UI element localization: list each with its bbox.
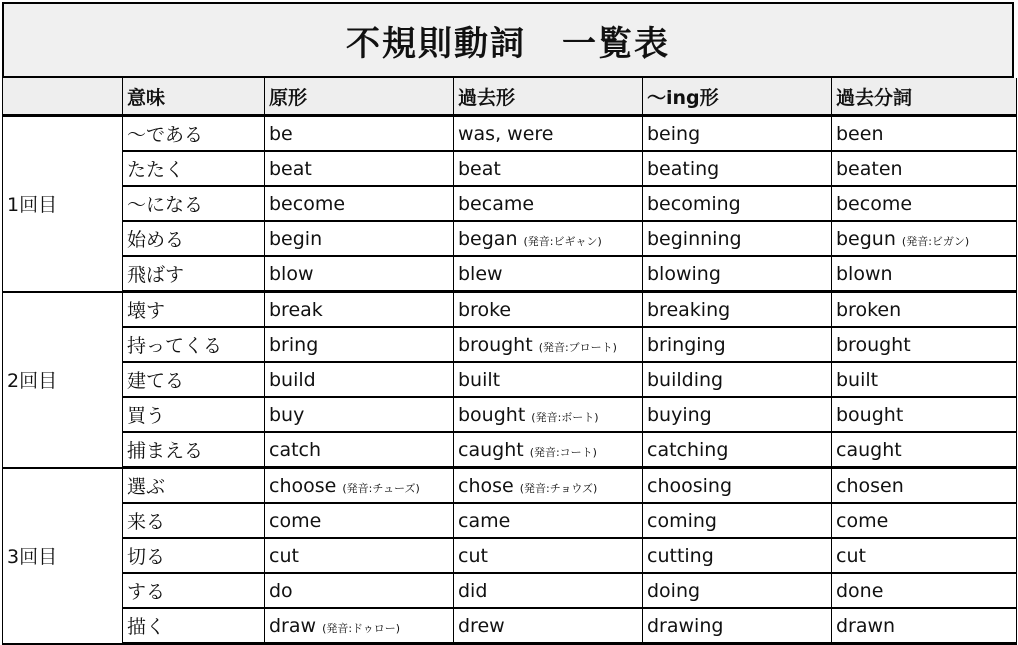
- past-participle-cell-text: blown: [836, 262, 893, 285]
- past-form-cell[interactable]: [454, 362, 643, 397]
- past-form-cell-text: came: [458, 509, 511, 532]
- page-title: 不規則動詞 一覧表: [2, 2, 1014, 78]
- table-row: [3, 151, 1017, 186]
- past-participle-cell[interactable]: [832, 503, 1017, 538]
- past-participle-cell[interactable]: [832, 397, 1017, 432]
- meaning-cell-text: 選ぶ: [127, 476, 166, 498]
- past-participle-cell-text: drawn: [836, 614, 896, 637]
- base-form-cell-text: catch: [269, 438, 322, 461]
- ing-form-cell-text: coming: [647, 509, 717, 532]
- past-participle-cell-text: caught: [836, 438, 902, 461]
- meaning-cell-text: 捕まえる: [127, 440, 204, 462]
- meaning-cell[interactable]: [123, 256, 265, 292]
- past-participle-cell-text: bought: [836, 403, 904, 426]
- meaning-cell[interactable]: [123, 151, 265, 186]
- past-participle-cell[interactable]: [832, 151, 1017, 186]
- past-participle-cell-text: brought: [836, 333, 911, 356]
- past-form-cell[interactable]: [454, 608, 643, 644]
- meaning-cell[interactable]: [123, 608, 265, 644]
- past-participle-cell[interactable]: [832, 538, 1017, 573]
- past-participle-cell[interactable]: [832, 116, 1017, 152]
- header-cell-past[interactable]: 過去形: [454, 78, 643, 116]
- past-participle-cell-text: done: [836, 579, 884, 602]
- ing-form-cell[interactable]: [643, 538, 832, 573]
- past-form-cell-text: became: [458, 192, 535, 215]
- table-row: [3, 503, 1017, 538]
- base-form-cell[interactable]: [265, 468, 454, 504]
- ing-form-cell-text: breaking: [647, 298, 731, 321]
- ing-form-cell-text: being: [647, 122, 701, 145]
- ing-form-cell-text: beginning: [647, 227, 742, 250]
- table-row: [3, 468, 1017, 504]
- past-form-cell-text: brought: [458, 333, 533, 356]
- pronunciation-note: (発音:ボート): [531, 410, 599, 424]
- ing-form-cell-text: drawing: [647, 614, 724, 637]
- table-row: [3, 186, 1017, 221]
- ing-form-cell[interactable]: [643, 503, 832, 538]
- base-form-cell-text: bring: [269, 333, 319, 356]
- meaning-cell[interactable]: [123, 221, 265, 256]
- past-participle-cell[interactable]: [832, 186, 1017, 221]
- base-form-cell-text: break: [269, 298, 323, 321]
- past-participle-cell-text: built: [836, 368, 879, 391]
- past-form-cell[interactable]: [454, 468, 643, 504]
- ing-form-cell[interactable]: [643, 116, 832, 152]
- base-form-cell-text: begin: [269, 227, 323, 250]
- past-form-cell-text: was, were: [458, 122, 554, 145]
- table-row: [3, 608, 1017, 644]
- ing-form-cell[interactable]: [643, 327, 832, 362]
- past-form-cell[interactable]: [454, 432, 643, 468]
- pronunciation-note: (発音:ビガン): [901, 234, 970, 248]
- base-form-cell[interactable]: [265, 327, 454, 362]
- base-form-cell-text: become: [269, 192, 346, 215]
- base-form-cell[interactable]: [265, 362, 454, 397]
- base-form-cell-text: beat: [269, 157, 312, 180]
- pronunciation-note: (発音:ブロート): [538, 340, 617, 354]
- meaning-cell[interactable]: [123, 327, 265, 362]
- past-form-cell[interactable]: [454, 116, 643, 152]
- ing-form-cell-text: choosing: [647, 474, 733, 497]
- table-row: [3, 292, 1017, 328]
- past-form-cell-text: blew: [458, 262, 503, 285]
- round-label-cell[interactable]: 2回目: [3, 292, 123, 468]
- meaning-cell-text: 飛ばす: [127, 264, 185, 286]
- header-cell-ing[interactable]: ～ing形: [643, 78, 832, 116]
- base-form-cell-text: buy: [269, 403, 305, 426]
- past-form-cell-text: bought: [458, 403, 526, 426]
- past-participle-cell[interactable]: [832, 362, 1017, 397]
- meaning-cell[interactable]: [123, 362, 265, 397]
- past-form-cell[interactable]: [454, 573, 643, 608]
- meaning-cell-text: 壊す: [127, 300, 166, 322]
- ing-form-cell[interactable]: [643, 468, 832, 504]
- past-participle-cell-text: begun: [836, 227, 896, 250]
- past-participle-cell-text: chosen: [836, 474, 904, 497]
- meaning-cell-text: たたく: [127, 159, 185, 181]
- table-row: [3, 432, 1017, 468]
- round-label-cell[interactable]: 3回目: [3, 468, 123, 644]
- ing-form-cell-text: bringing: [647, 333, 726, 356]
- base-form-cell[interactable]: [265, 151, 454, 186]
- pronunciation-note: (発音:ドゥロー): [322, 621, 401, 635]
- table-row: [3, 362, 1017, 397]
- past-participle-cell-text: come: [836, 509, 889, 532]
- ing-form-cell-text: building: [647, 368, 724, 391]
- ing-form-cell-text: doing: [647, 579, 701, 602]
- base-form-cell[interactable]: [265, 116, 454, 152]
- past-form-cell-text: cut: [458, 544, 488, 567]
- past-form-cell-text: beat: [458, 157, 501, 180]
- pronunciation-note: (発音:チョウズ): [519, 481, 598, 495]
- base-form-cell[interactable]: [265, 573, 454, 608]
- table-row: [3, 573, 1017, 608]
- meaning-cell[interactable]: [123, 292, 265, 328]
- meaning-cell-text: 始める: [127, 229, 185, 251]
- base-form-cell[interactable]: [265, 397, 454, 432]
- ing-form-cell[interactable]: [643, 151, 832, 186]
- past-form-cell[interactable]: [454, 538, 643, 573]
- round-label-cell[interactable]: 1回目: [3, 116, 123, 292]
- base-form-cell[interactable]: [265, 608, 454, 644]
- meaning-cell-text: 来る: [127, 511, 166, 533]
- past-form-cell[interactable]: [454, 292, 643, 328]
- past-form-cell[interactable]: [454, 256, 643, 292]
- past-participle-cell-text: cut: [836, 544, 866, 567]
- pronunciation-note: (発音:チューズ): [342, 481, 420, 495]
- meaning-cell[interactable]: [123, 432, 265, 468]
- table-row: [3, 221, 1017, 256]
- ing-form-cell[interactable]: [643, 221, 832, 256]
- table-row: [3, 116, 1017, 152]
- ing-form-cell[interactable]: [643, 432, 832, 468]
- meaning-cell[interactable]: [123, 116, 265, 152]
- ing-form-cell-text: blowing: [647, 262, 721, 285]
- base-form-cell[interactable]: [265, 503, 454, 538]
- past-form-cell[interactable]: [454, 397, 643, 432]
- past-participle-cell-text: beaten: [836, 157, 903, 180]
- meaning-cell-text: 描く: [127, 616, 166, 638]
- meaning-cell[interactable]: [123, 468, 265, 504]
- base-form-cell[interactable]: [265, 292, 454, 328]
- header-row: [3, 78, 1017, 116]
- past-participle-cell[interactable]: [832, 221, 1017, 256]
- ing-form-cell-text: becoming: [647, 192, 741, 215]
- ing-form-cell[interactable]: [643, 397, 832, 432]
- header-cell-past-participle[interactable]: 過去分詞: [832, 78, 1017, 116]
- meaning-cell-text: ～になる: [127, 194, 204, 216]
- past-participle-cell[interactable]: [832, 432, 1017, 468]
- irregular-verbs-table: [2, 78, 1017, 645]
- base-form-cell-text: build: [269, 368, 316, 391]
- ing-form-cell-text: catching: [647, 438, 729, 461]
- ing-form-cell[interactable]: [643, 608, 832, 644]
- meaning-cell-text: 持ってくる: [127, 335, 223, 357]
- base-form-cell-text: cut: [269, 544, 299, 567]
- base-form-cell-text: draw: [269, 614, 317, 637]
- base-form-cell-text: be: [269, 122, 293, 145]
- past-form-cell[interactable]: [454, 221, 643, 256]
- meaning-cell[interactable]: [123, 397, 265, 432]
- past-participle-cell-text: been: [836, 122, 884, 145]
- past-form-cell-text: drew: [458, 614, 505, 637]
- past-participle-cell-text: broken: [836, 298, 902, 321]
- past-participle-cell[interactable]: [832, 608, 1017, 644]
- base-form-cell-text: do: [269, 579, 293, 602]
- ing-form-cell[interactable]: [643, 256, 832, 292]
- past-form-cell-text: did: [458, 579, 488, 602]
- ing-form-cell-text: beating: [647, 157, 720, 180]
- base-form-cell-text: blow: [269, 262, 314, 285]
- past-participle-cell-text: become: [836, 192, 913, 215]
- header-cell-base[interactable]: 原形: [265, 78, 454, 116]
- base-form-cell[interactable]: [265, 432, 454, 468]
- meaning-cell-text: する: [127, 581, 166, 603]
- base-form-cell[interactable]: [265, 221, 454, 256]
- meaning-cell[interactable]: [123, 573, 265, 608]
- past-form-cell-text: chose: [458, 474, 514, 497]
- past-form-cell-text: caught: [458, 438, 524, 461]
- table-row: [3, 397, 1017, 432]
- past-form-cell[interactable]: [454, 186, 643, 221]
- past-participle-cell[interactable]: [832, 468, 1017, 504]
- ing-form-cell[interactable]: [643, 573, 832, 608]
- ing-form-cell[interactable]: [643, 362, 832, 397]
- past-form-cell-text: began: [458, 227, 518, 250]
- meaning-cell-text: 買う: [127, 405, 166, 427]
- meaning-cell[interactable]: [123, 538, 265, 573]
- past-form-cell[interactable]: [454, 503, 643, 538]
- base-form-cell[interactable]: [265, 186, 454, 221]
- ing-form-cell-text: buying: [647, 403, 712, 426]
- table-row: [3, 538, 1017, 573]
- header-cell-meaning[interactable]: 意味: [123, 78, 265, 116]
- meaning-cell-text: 切る: [127, 546, 166, 568]
- table-row: [3, 327, 1017, 362]
- meaning-cell-text: ～である: [127, 124, 204, 146]
- meaning-cell[interactable]: [123, 503, 265, 538]
- pronunciation-note: (発音:コート): [529, 445, 597, 459]
- past-form-cell-text: built: [458, 368, 501, 391]
- base-form-cell[interactable]: [265, 538, 454, 573]
- header-cell-round[interactable]: [3, 78, 123, 116]
- base-form-cell-text: come: [269, 509, 322, 532]
- past-participle-cell[interactable]: [832, 327, 1017, 362]
- past-form-cell[interactable]: [454, 151, 643, 186]
- base-form-cell[interactable]: [265, 256, 454, 292]
- ing-form-cell[interactable]: [643, 292, 832, 328]
- meaning-cell[interactable]: [123, 186, 265, 221]
- past-participle-cell[interactable]: [832, 256, 1017, 292]
- pronunciation-note: (発音:ビギャン): [523, 234, 602, 248]
- past-form-cell-text: broke: [458, 298, 512, 321]
- meaning-cell-text: 建てる: [127, 370, 185, 392]
- base-form-cell-text: choose: [269, 474, 337, 497]
- ing-form-cell-text: cutting: [647, 544, 714, 567]
- past-participle-cell[interactable]: [832, 292, 1017, 328]
- past-participle-cell[interactable]: [832, 573, 1017, 608]
- past-form-cell[interactable]: [454, 327, 643, 362]
- ing-form-cell[interactable]: [643, 186, 832, 221]
- table-row: [3, 256, 1017, 292]
